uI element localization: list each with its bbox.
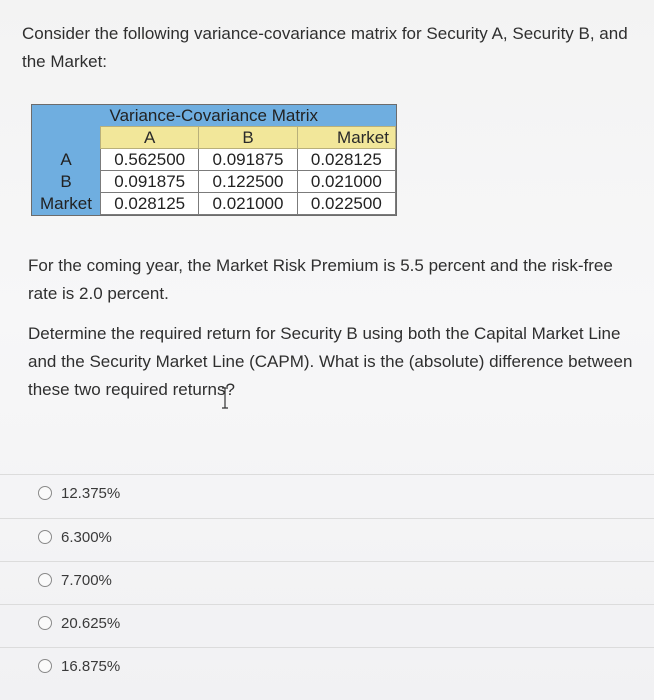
- matrix-row-label: A: [32, 149, 101, 171]
- option-divider: [0, 561, 654, 562]
- matrix-cell: 0.122500: [199, 171, 297, 193]
- answer-option-4[interactable]: [38, 612, 120, 634]
- matrix-row: [32, 171, 396, 193]
- matrix-row-label: Market: [32, 193, 101, 215]
- question-prompt-paragraph: Determine the required return for Security B using both the Capital Market Line and the Security Market Line (CAPM). What is the (absolute) difference between these two required returns?: [28, 324, 633, 399]
- answer-option-3[interactable]: [38, 569, 112, 591]
- option-divider: [0, 647, 654, 648]
- matrix-cell: 0.021000: [297, 171, 395, 193]
- answer-option-label: 12.375%: [61, 484, 121, 502]
- radio-button-icon[interactable]: [38, 616, 52, 630]
- answer-option-2[interactable]: [38, 526, 112, 548]
- answer-option-label: 16.875%: [61, 657, 121, 675]
- matrix-row: [32, 149, 396, 171]
- option-divider: [0, 518, 654, 519]
- radio-button-icon[interactable]: [38, 659, 52, 673]
- question-intro: Consider the following variance-covariance matrix for Security A, Security B, and the Market:: [22, 24, 628, 71]
- matrix-col-header-market: Market: [297, 127, 395, 149]
- answer-option-label: 6.300%: [61, 528, 112, 546]
- matrix-cell: 0.562500: [101, 149, 199, 171]
- matrix-table: [32, 105, 396, 215]
- variance-covariance-matrix: [31, 104, 397, 216]
- option-divider: [0, 474, 654, 475]
- answer-option-label: 20.625%: [61, 614, 121, 632]
- matrix-cell: 0.028125: [101, 193, 199, 215]
- matrix-col-header-a: A: [101, 127, 199, 149]
- radio-button-icon[interactable]: [38, 530, 52, 544]
- radio-button-icon[interactable]: [38, 486, 52, 500]
- matrix-col-header-b: B: [199, 127, 297, 149]
- radio-button-icon[interactable]: [38, 573, 52, 587]
- matrix-cell: 0.021000: [199, 193, 297, 215]
- matrix-cell: 0.022500: [297, 193, 395, 215]
- matrix-title: Variance-Covariance Matrix: [32, 105, 396, 127]
- matrix-cell: 0.028125: [297, 149, 395, 171]
- option-divider: [0, 604, 654, 605]
- matrix-row-label: B: [32, 171, 101, 193]
- matrix-corner: [32, 127, 101, 149]
- matrix-cell: 0.091875: [199, 149, 297, 171]
- text-cursor-icon: [222, 387, 228, 409]
- matrix-row: [32, 193, 396, 215]
- answer-option-1[interactable]: [38, 482, 120, 504]
- matrix-cell: 0.091875: [101, 171, 199, 193]
- answer-option-label: 7.700%: [61, 571, 112, 589]
- answer-option-5[interactable]: [38, 655, 120, 677]
- market-info-paragraph: For the coming year, the Market Risk Premium is 5.5 percent and the risk-free rate is 2.0 percent.: [28, 256, 613, 303]
